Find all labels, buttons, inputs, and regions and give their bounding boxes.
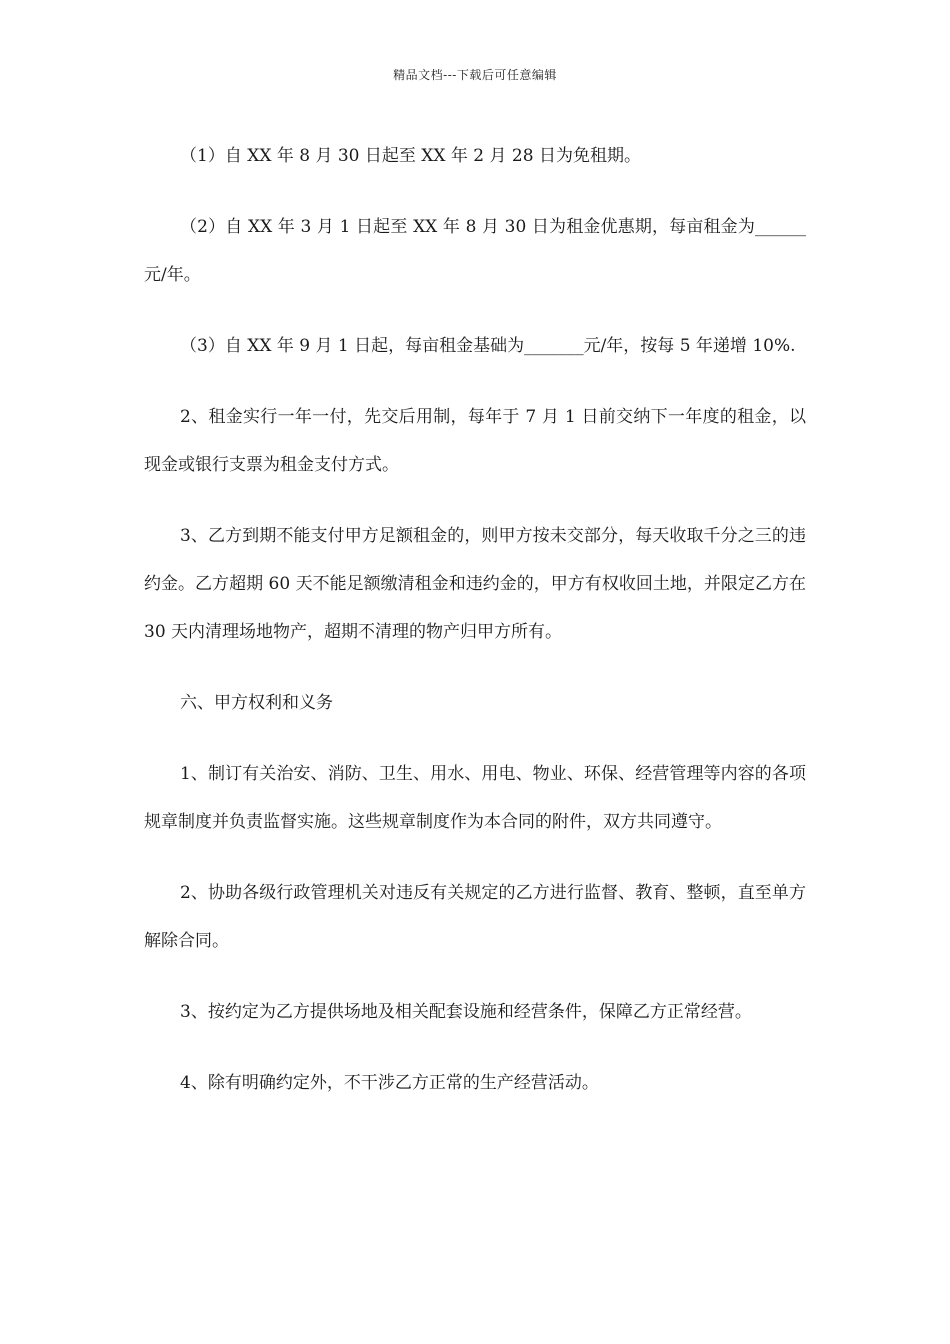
document-body	[144, 132, 806, 1130]
clause-late-penalty: 3、乙方到期不能支付甲方足额租金的，则甲方按未交部分，每天收取千分之三的违约金。乙方超期 60 天不能足额缴清租金和违约金的，甲方有权收回土地，并限定乙方在 30 天内清理场地物产，超期不清理的物产归甲方所有。	[144, 526, 806, 642]
clause-regulations: 1、制订有关治安、消防、卫生、用水、用电、物业、环保、经营管理等内容的各项规章制度并负责监督实施。这些规章制度作为本合同的附件，双方共同遵守。	[144, 764, 806, 832]
clause-non-interference: 4、除有明确约定外，不干涉乙方正常的生产经营活动。	[180, 1073, 599, 1093]
clause-provide-facilities: 3、按约定为乙方提供场地及相关配套设施和经营条件，保障乙方正常经营。	[180, 1002, 752, 1022]
clause-rent-free-period: （1）自 XX 年 8 月 30 日起至 XX 年 2 月 28 日为免租期。	[180, 146, 641, 166]
clause-payment-method: 2、租金实行一年一付，先交后用制，每年于 7 月 1 日前交纳下一年度的租金，以现金或银行支票为租金支付方式。	[144, 407, 806, 475]
clause-base-rent: （3）自 XX 年 9 月 1 日起，每亩租金基础为_______元/年，按每 5 年递增 10%.	[180, 336, 796, 356]
clause-rent-discount-period: （2）自 XX 年 3 月 1 日起至 XX 年 8 月 30 日为租金优惠期，每亩租金为______元/年。	[144, 217, 806, 285]
clause-supervision: 2、协助各级行政管理机关对违反有关规定的乙方进行监督、教育、整顿，直至单方解除合同。	[144, 883, 806, 951]
section-heading-party-a-rights: 六、甲方权利和义务	[180, 693, 333, 713]
page-header: 精品文档---下载后可任意编辑	[393, 68, 557, 82]
